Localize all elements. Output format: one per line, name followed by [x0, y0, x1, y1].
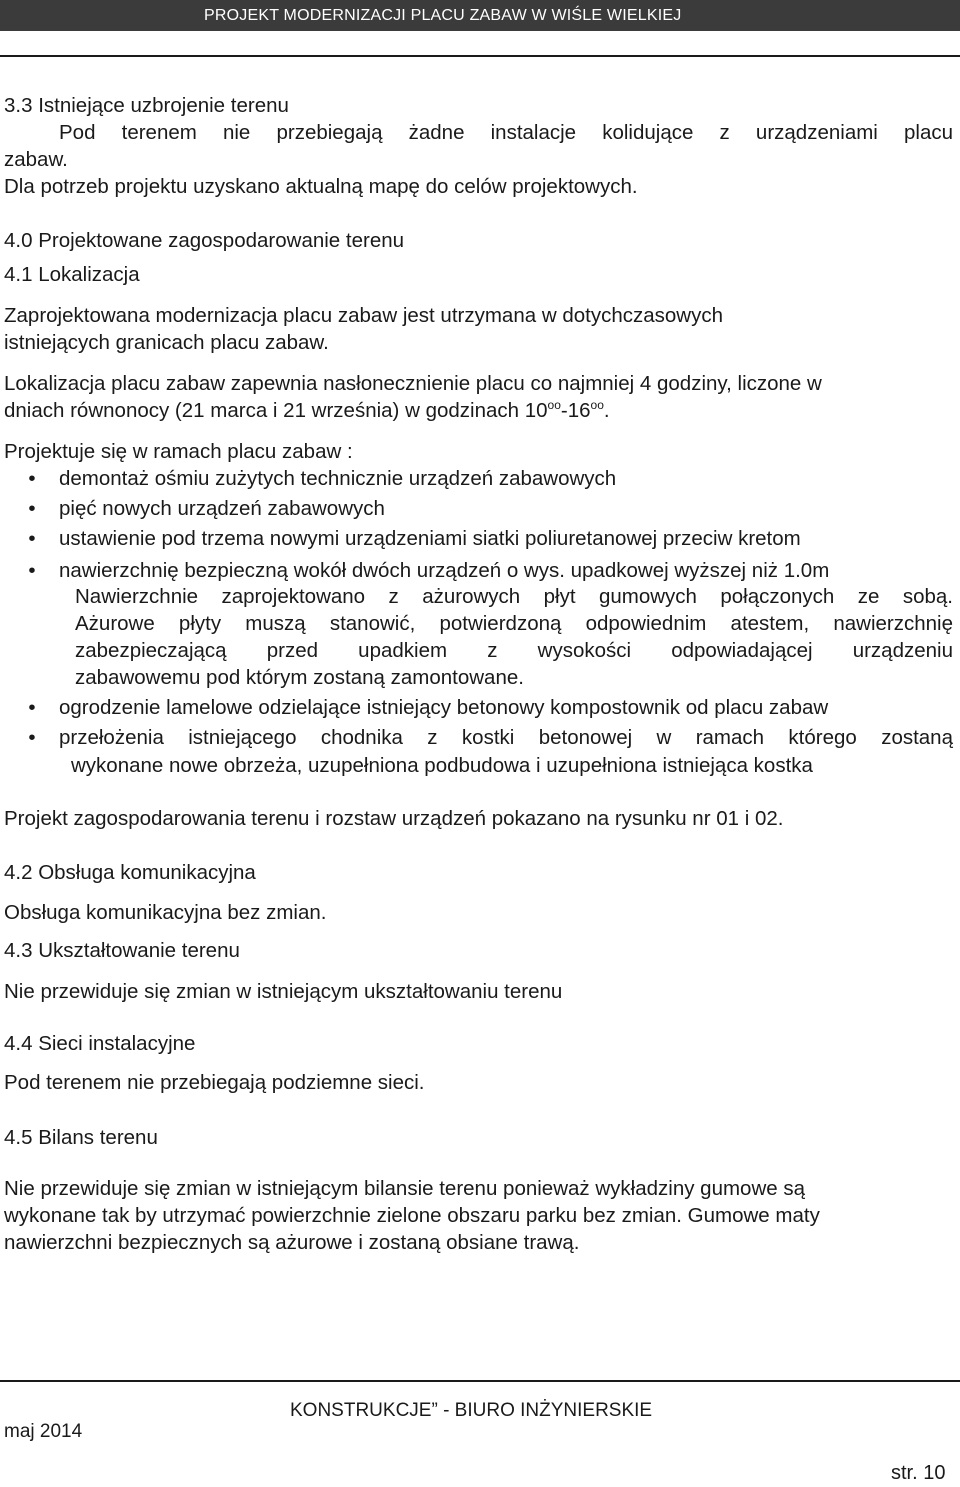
- page-number: str. 10: [891, 1462, 946, 1484]
- list-item-continuation: zabawowemu pod którym zostaną zamontowane.: [75, 666, 524, 689]
- bullet-icon: •: [28, 559, 36, 582]
- sunlight-text-end: .: [603, 399, 610, 422]
- section-4-1-paragraph-1: Zaprojektowana modernizacja placu zabaw jest utrzymana w dotychczasowych: [4, 304, 723, 327]
- list-item-continuation: zabezpieczającą przed upadkiem z wysokości odpowiadającej urządzeniu: [75, 639, 953, 662]
- list-intro: Projektuje się w ramach placu zabaw :: [4, 440, 353, 463]
- section-4-5-text: wykonane tak by utrzymać powierzchnie zielone obszaru parku bez zmian. Gumowe maty: [4, 1204, 820, 1227]
- section-4-1-paragraph-2-end: [4, 397, 610, 424]
- header-title: PROJEKT MODERNIZACJI PLACU ZABAW W WIŚLE WIELKIEJ: [204, 7, 682, 24]
- section-4-5-text: nawierzchni bezpiecznych są ażurowe i zostaną obsiane trawą.: [4, 1231, 580, 1254]
- section-4-1-heading: 4.1 Lokalizacja: [4, 263, 140, 286]
- section-3-3-paragraph-2: Dla potrzeb projektu uzyskano aktualną mapę do celów projektowych.: [4, 175, 638, 198]
- section-4-4-heading: 4.4 Sieci instalacyjne: [4, 1032, 196, 1055]
- list-item: pięć nowych urządzeń zabawowych: [59, 497, 385, 520]
- section-4-5-heading: 4.5 Bilans terenu: [4, 1126, 158, 1149]
- section-4-1-paragraph-2: Lokalizacja placu zabaw zapewnia nasłonecznienie placu co najmniej 4 godziny, liczone w: [4, 372, 822, 395]
- section-3-3-paragraph-1: Pod terenem nie przebiegają żadne instalacje kolidujące z urządzeniami placu: [59, 121, 953, 144]
- document-header: [0, 0, 960, 31]
- section-4-0-heading: 4.0 Projektowane zagospodarowanie terenu: [4, 229, 405, 252]
- sunlight-text-mid: -16: [560, 399, 591, 422]
- section-4-1-paragraph-1-end: istniejących granicach placu zabaw.: [4, 331, 329, 354]
- list-item: ogrodzenie lamelowe odzielające istniejący betonowy kompostownik od placu zabaw: [59, 696, 829, 719]
- section-4-4-text: Pod terenem nie przebiegają podziemne sieci.: [4, 1071, 425, 1094]
- section-4-2-heading: 4.2 Obsługa komunikacyjna: [4, 861, 256, 884]
- bullet-icon: •: [28, 696, 36, 719]
- list-item: nawierzchnię bezpieczną wokół dwóch urządzeń o wys. upadkowej wyższej niż 1.0m: [59, 559, 830, 582]
- sunlight-text: dniach równonocy (21 marca i 21 września) w godzinach 10: [4, 399, 548, 422]
- bullet-icon: •: [28, 467, 36, 490]
- bullet-icon: •: [28, 726, 36, 749]
- section-3-3-paragraph-1-end: zabaw.: [4, 148, 68, 171]
- footer-company: KONSTRUKCJE” - BIURO INŻYNIERSKIE: [290, 1400, 653, 1421]
- header-divider: [0, 55, 960, 57]
- list-item-continuation: Ażurowe płyty muszą stanowić, potwierdzoną odpowiednim atestem, nawierzchnię: [75, 612, 953, 635]
- bullet-icon: •: [28, 527, 36, 550]
- list-item-continuation: wykonane nowe obrzeża, uzupełniona podbudowa i uzupełniona istniejąca kostka: [71, 754, 813, 777]
- list-item: demontaż ośmiu zużytych technicznie urządzeń zabawowych: [59, 467, 617, 490]
- list-item: ustawienie pod trzema nowymi urządzeniami siatki poliuretanowej przeciw kretom: [59, 527, 801, 550]
- hour-superscript: oo: [547, 398, 561, 412]
- section-4-3-heading: 4.3 Ukształtowanie terenu: [4, 939, 240, 962]
- hour-superscript: oo: [590, 398, 604, 412]
- list-item-continuation: Nawierzchnie zaprojektowano z ażurowych płyt gumowych połączonych ze sobą.: [75, 585, 953, 608]
- bullet-icon: •: [28, 497, 36, 520]
- list-item: przełożenia istniejącego chodnika z kostki betonowej w ramach którego zostaną: [59, 726, 953, 749]
- section-3-3-heading: 3.3 Istniejące uzbrojenie terenu: [4, 94, 289, 117]
- footer-divider: [0, 1380, 960, 1382]
- section-4-2-text: Obsługa komunikacyjna bez zmian.: [4, 901, 327, 924]
- section-4-3-text: Nie przewiduje się zmian w istniejącym ukształtowaniu terenu: [4, 980, 563, 1003]
- footer-date: maj 2014: [4, 1421, 83, 1442]
- section-4-5-text: Nie przewiduje się zmian w istniejącym bilansie terenu ponieważ wykładziny gumowe są: [4, 1177, 806, 1200]
- drawings-reference: Projekt zagospodarowania terenu i rozstaw urządzeń pokazano na rysunku nr 01 i 02.: [4, 807, 784, 830]
